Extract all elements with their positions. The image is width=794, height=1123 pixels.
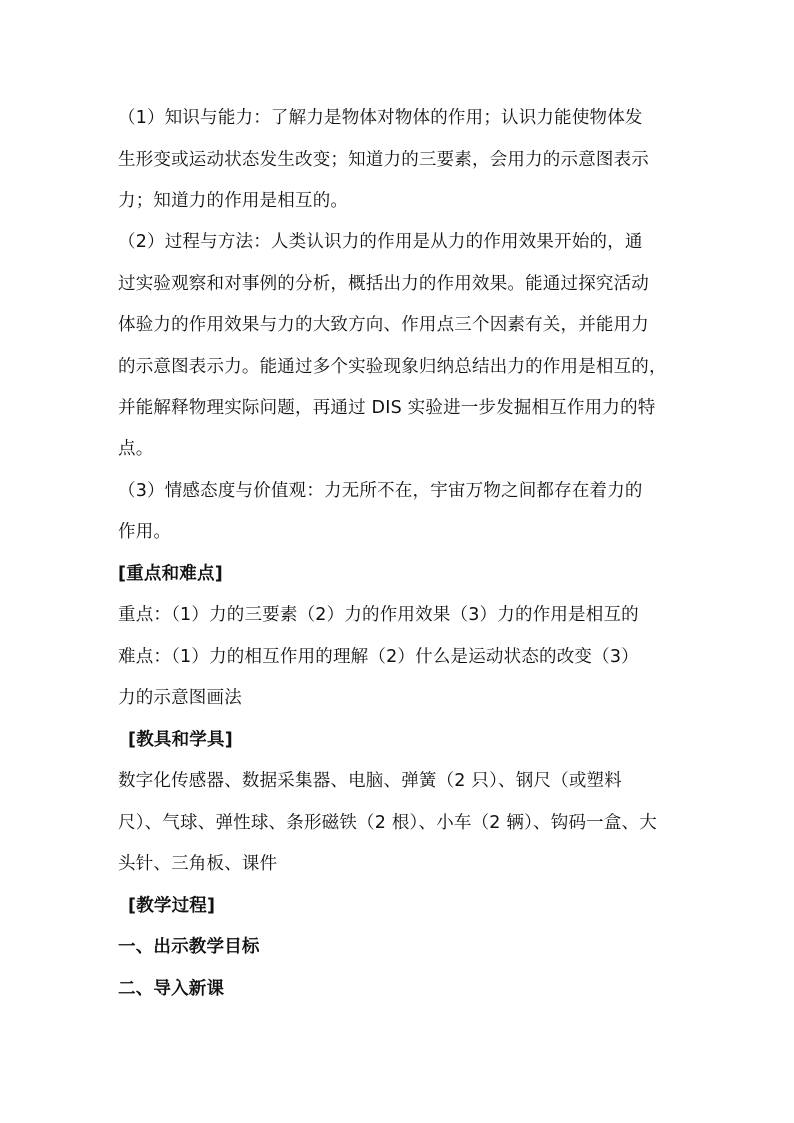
objective-process-line-5: 并能解释物理实际问题，再通过 DIS 实验进一步发掘相互作用力的特 (118, 398, 656, 418)
objective-knowledge-line-2: 生形变或运动状态发生改变；知道力的三要素，会用力的示意图表示 (118, 150, 649, 170)
objective-emotion-line-2: 作用。 (118, 522, 172, 542)
process-step-1: 一、出示教学目标 (118, 937, 260, 957)
key-points-difficulty-line-2: 力的示意图画法 (118, 688, 242, 708)
process-heading: [教学过程] (128, 896, 216, 916)
objective-process-line-1: （2）过程与方法：人类认识力的作用是从力的作用效果开始的，通 (118, 232, 643, 252)
tools-line-2: 尺）、气球、弹性球、条形磁铁（2 根）、小车（2 辆）、钩码一盒、大 (118, 813, 657, 833)
objective-emotion-line-1: （3）情感态度与价值观：力无所不在，宇宙万物之间都存在着力的 (118, 481, 643, 501)
key-points-difficulty-line-1: 难点：（1）力的相互作用的理解（2）什么是运动状态的改变（3） (118, 647, 639, 667)
process-step-2: 二、导入新课 (118, 979, 225, 999)
objective-process-line-6: 点。 (118, 439, 154, 459)
key-points-focus: 重点：（1）力的三要素（2）力的作用效果（3）力的作用是相互的 (118, 605, 639, 625)
tools-heading: [教具和学具] (128, 730, 233, 750)
objective-process-line-3: 体验力的作用效果与力的大致方向、作用点三个因素有关，并能用力 (118, 315, 649, 335)
objective-knowledge-line-3: 力；知道力的作用是相互的。 (118, 191, 349, 211)
tools-line-1: 数字化传感器、数据采集器、电脑、弹簧（2 只）、钢尺（或塑料 (118, 771, 622, 791)
objective-knowledge-line-1: （1）知识与能力：了解力是物体对物体的作用；认识力能使物体发 (118, 108, 643, 128)
objective-process-line-2: 过实验观察和对事例的分析，概括出力的作用效果。能通过探究活动 (118, 274, 649, 294)
objective-process-line-4: 的示意图表示力。能通过多个实验现象归纳总结出力的作用是相互的， (118, 357, 667, 377)
tools-line-3: 头针、三角板、课件 (118, 854, 278, 874)
key-points-heading: [重点和难点] (118, 564, 223, 584)
